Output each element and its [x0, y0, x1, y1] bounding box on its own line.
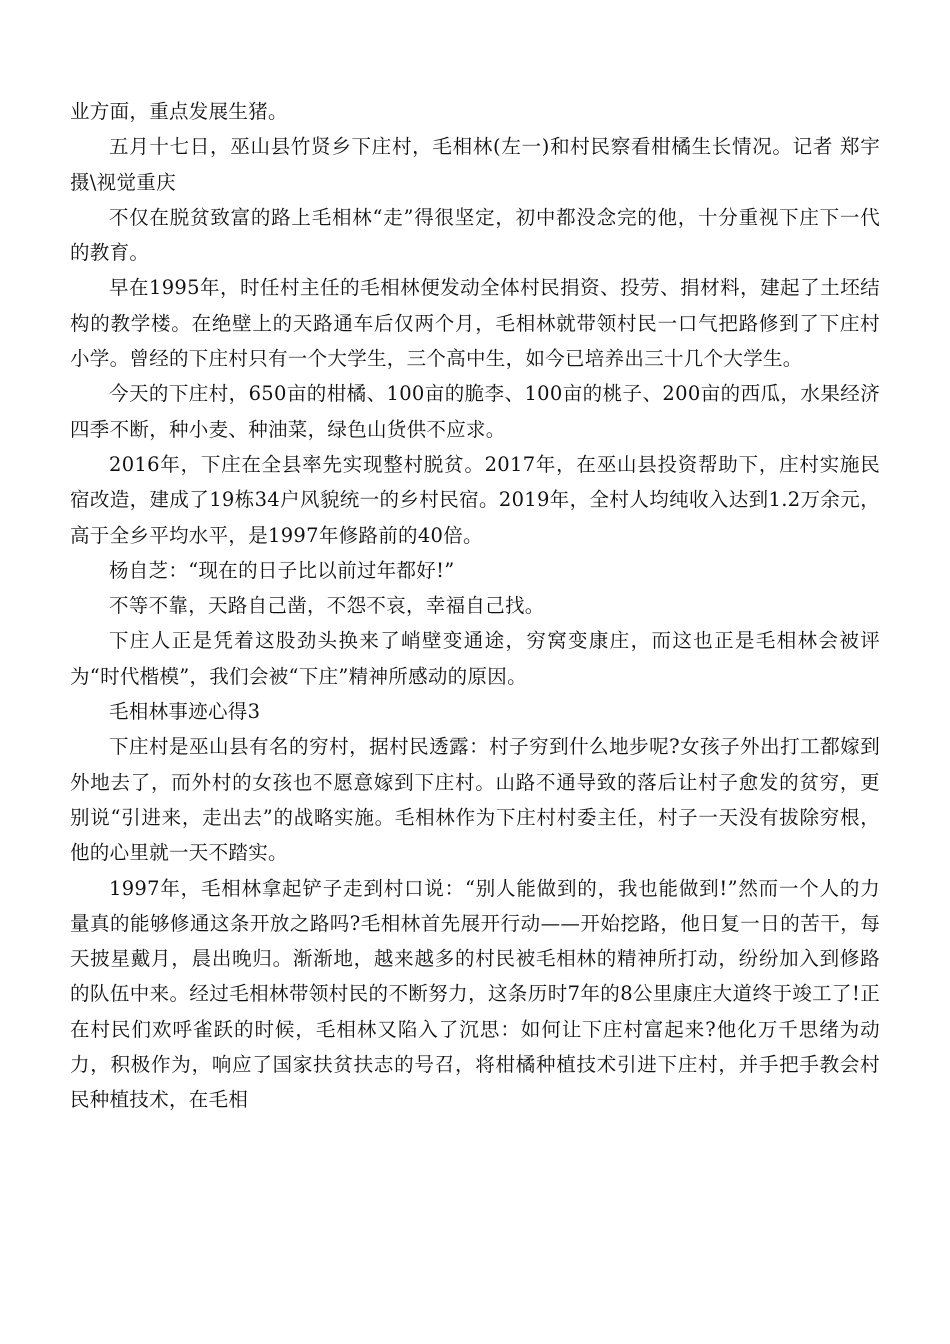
paragraph-1: 业方面，重点发展生猪。 — [70, 100, 288, 123]
paragraph-11: 1997年，毛相林拿起铲子走到村口说：“别人能做到的，我也能做到!”然而一个人的力量真的能够修通这条开放之路吗?毛相林首先展开行动——开始挖路，他日复一日的苦干，每天披星戴月，晨出晚归。渐渐地，越来越多的村民被毛相林的精神所打动，纷纷加入到修路的队伍中来。经过毛相林带领村民的不断努力，这条历时7年的8公里康庄大道终于竣工了!正在村民们欢呼雀跃的时候，毛相林又陷入了沉思：如何让下庄村富起来?他化万千思绪为动力，积极作为，响应了国家扶贫扶志的号召，将柑橘种植技术引进下庄村，并手把手教会村民种植技术，在毛相 — [70, 876, 880, 1112]
paragraph-9: 下庄人正是凭着这股劲头换来了峭壁变通途，穷窝变康庄，而这也正是毛相林会被评为“时代楷模”，我们会被“下庄”精神所感动的原因。 — [70, 629, 880, 688]
paragraph-10: 下庄村是巫山县有名的穷村，据村民透露：村子穷到什么地步呢?女孩子外出打工都嫁到外地去了，而外村的女孩也不愿意嫁到下庄村。山路不通导致的落后让村子愈发的贫穷，更别说“引进来，走出去”的战略实施。毛相林作为下庄村村委主任，村子一天没有拔除穷根，他的心里就一天不踏实。 — [70, 735, 880, 865]
paragraph-5: 今天的下庄村，650亩的柑橘、100亩的脆李、100亩的桃子、200亩的西瓜，水果经济四季不断，种小麦、种油菜，绿色山货供不应求。 — [70, 382, 880, 441]
document-body — [70, 94, 880, 1118]
section-heading: 毛相林事迹心得3 — [109, 700, 261, 724]
paragraph-8: 不等不靠，天路自己凿，不怨不哀，幸福自己找。 — [109, 594, 545, 618]
paragraph-4: 早在1995年，时任村主任的毛相林便发动全体村民捐资、投劳、捐材料，建起了土坯结构的教学楼。在绝壁上的天路通车后仅两个月，毛相林就带领村民一口气把路修到了下庄村小学。曾经的下庄村只有一个大学生，三个高中生，如今已培养出三十几个大学生。 — [70, 276, 880, 371]
paragraph-2: 五月十七日，巫山县竹贤乡下庄村，毛相林(左一)和村民察看柑橘生长情况。记者 郑宇 摄\视觉重庆 — [70, 135, 880, 194]
paragraph-3: 不仅在脱贫致富的路上毛相林“走”得很坚定，初中都没念完的他，十分重视下庄下一代的教育。 — [70, 205, 880, 265]
paragraph-6: 2016年，下庄在全县率先实现整村脱贫。2017年，在巫山县投资帮助下，庄村实施民宿改造，建成了19栋34户风貌统一的乡村民宿。2019年，全村人均纯收入达到1.2万余元，高于全乡平均水平，是1997年修路前的40倍。 — [70, 452, 880, 547]
paragraph-7: 杨自芝：“现在的日子比以前过年都好!” — [109, 558, 455, 582]
